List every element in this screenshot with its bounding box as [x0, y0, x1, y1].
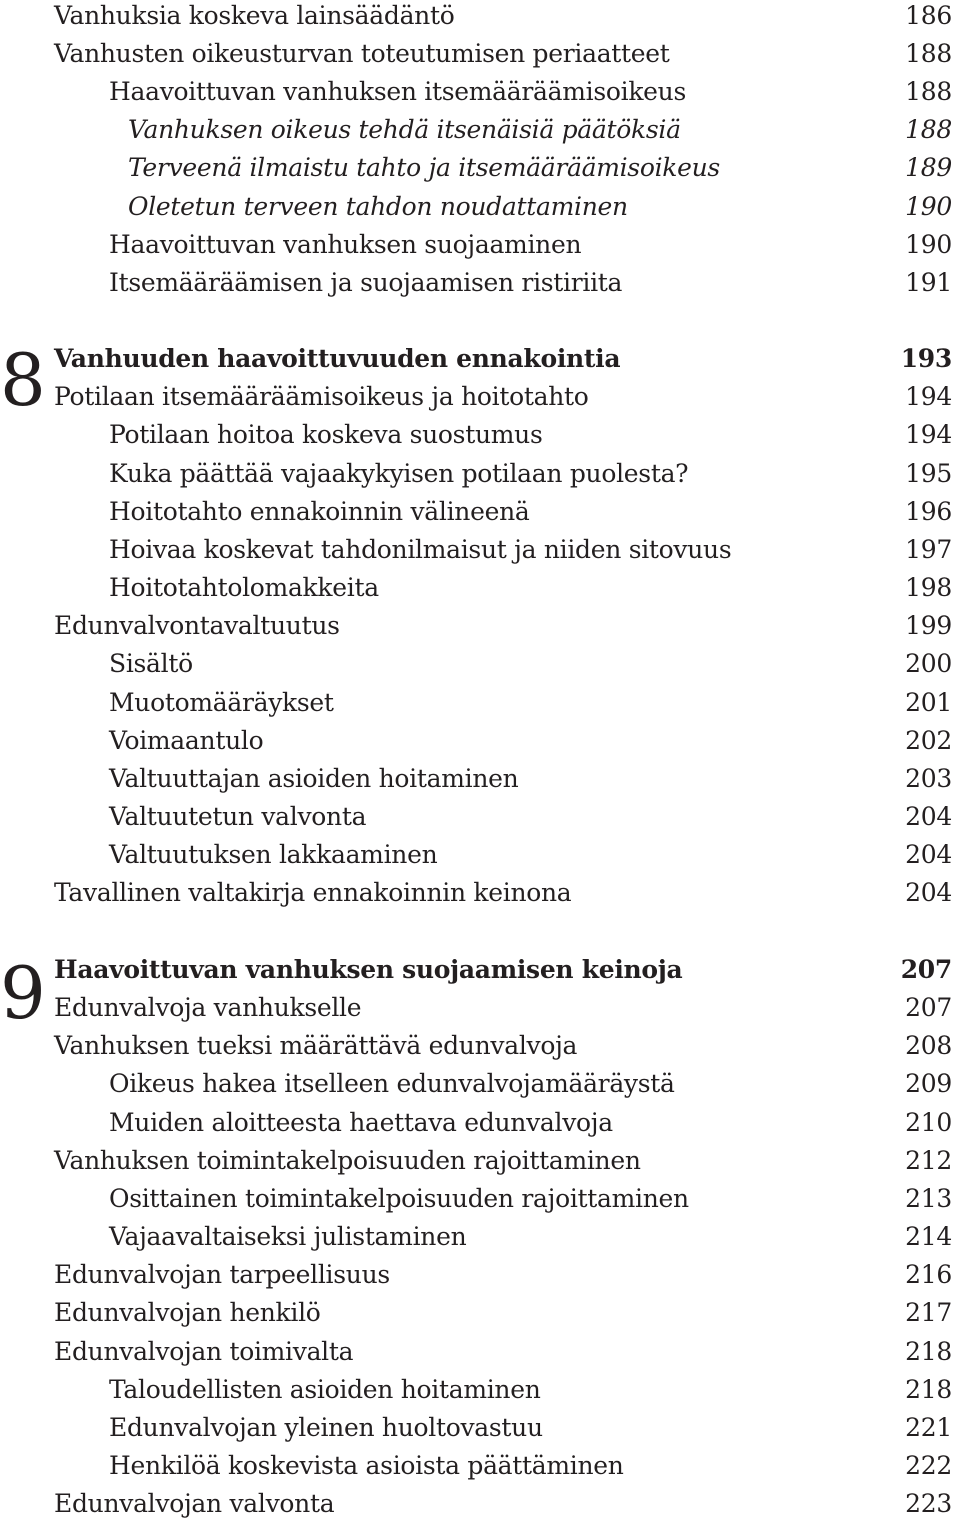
toc-entry[interactable] — [0, 493, 960, 531]
entry-page-number: 193 — [900, 344, 952, 373]
toc-entry[interactable] — [0, 1333, 960, 1371]
entry-title: Edunvalvoja vanhukselle — [54, 993, 362, 1022]
entry-title: Edunvalvojan henkilö — [54, 1298, 321, 1327]
chapter-heading[interactable] — [0, 951, 960, 989]
entry-title: Haavoittuvan vanhuksen suojaaminen — [109, 230, 582, 259]
entry-title: Hoitotahto ennakoinnin välineenä — [109, 497, 530, 526]
entry-page-number: 217 — [905, 1298, 952, 1327]
toc-entry[interactable] — [0, 1485, 960, 1523]
toc-entry[interactable] — [0, 874, 960, 912]
entry-title: Vanhuksen toimintakelpoisuuden rajoittaminen — [54, 1146, 641, 1175]
toc-entry[interactable] — [0, 1027, 960, 1065]
entry-title: Sisältö — [109, 649, 193, 678]
entry-title: Potilaan hoitoa koskeva suostumus — [109, 420, 543, 449]
entry-page-number: 216 — [905, 1260, 952, 1289]
entry-title: Taloudellisten asioiden hoitaminen — [109, 1375, 541, 1404]
entry-page-number: 190 — [905, 192, 952, 221]
entry-page-number: 223 — [905, 1489, 952, 1518]
entry-title: Potilaan itsemääräämisoikeus ja hoitotahto — [54, 382, 589, 411]
toc-entry[interactable] — [0, 73, 960, 111]
entry-title: Edunvalvojan toimivalta — [54, 1337, 354, 1366]
toc-entry[interactable] — [0, 645, 960, 683]
entry-page-number: 222 — [905, 1451, 952, 1480]
entry-page-number: 188 — [905, 39, 952, 68]
entry-page-number: 203 — [905, 764, 952, 793]
entry-title: Vajaavaltaiseksi julistaminen — [109, 1222, 467, 1251]
toc-entry[interactable] — [0, 1447, 960, 1485]
entry-page-number: 207 — [905, 993, 952, 1022]
entry-title: Edunvalvontavaltuutus — [54, 611, 340, 640]
entry-page-number: 212 — [905, 1146, 952, 1175]
toc-entry[interactable] — [0, 226, 960, 264]
entry-title: Muotomääräykset — [109, 688, 334, 717]
entry-page-number: 218 — [905, 1337, 952, 1366]
entry-page-number: 204 — [905, 802, 952, 831]
entry-title: Voimaantulo — [109, 726, 264, 755]
entry-title: Hoitotahtolomakkeita — [109, 573, 379, 602]
chapter-title: Haavoittuvan vanhuksen suojaamisen keinoja — [54, 955, 683, 984]
chapter-number: 9 — [0, 951, 46, 1035]
toc-entry[interactable] — [0, 531, 960, 569]
entry-title: Kuka päättää vajaakykyisen potilaan puolesta? — [109, 459, 689, 488]
entry-title: Vanhuksia koskeva lainsäädäntö — [54, 1, 455, 30]
toc-entry[interactable] — [0, 378, 960, 416]
entry-title: Oikeus hakea itselleen edunvalvojamääräystä — [109, 1069, 675, 1098]
entry-title: Itsemääräämisen ja suojaamisen ristiriita — [109, 268, 623, 297]
chapter-heading[interactable] — [0, 340, 960, 378]
entry-page-number: 213 — [905, 1184, 952, 1213]
entry-title: Muiden aloitteesta haettava edunvalvoja — [109, 1108, 613, 1137]
toc-entry[interactable] — [0, 1142, 960, 1180]
entry-page-number: 204 — [905, 878, 952, 907]
entry-page-number: 218 — [905, 1375, 952, 1404]
entry-page-number: 188 — [905, 77, 952, 106]
entry-title: Vanhuksen tueksi määrättävä edunvalvoja — [54, 1031, 578, 1060]
toc-entry[interactable] — [0, 798, 960, 836]
entry-title: Valtuutuksen lakkaaminen — [109, 840, 438, 869]
toc-entry[interactable] — [0, 836, 960, 874]
entry-title: Haavoittuvan vanhuksen itsemääräämisoikeus — [109, 77, 687, 106]
chapter-title: Vanhuuden haavoittuvuuden ennakointia — [54, 344, 621, 373]
toc-entry[interactable] — [0, 607, 960, 645]
entry-page-number: 202 — [905, 726, 952, 755]
entry-page-number: 201 — [905, 688, 952, 717]
toc-entry[interactable] — [0, 722, 960, 760]
entry-title: Vanhuksen oikeus tehdä itsenäisiä päätöksiä — [128, 115, 681, 144]
toc-entry[interactable] — [0, 0, 960, 35]
toc-entry[interactable] — [0, 455, 960, 493]
toc-entry[interactable] — [0, 1218, 960, 1256]
entry-page-number: 200 — [905, 649, 952, 678]
entry-page-number: 189 — [905, 153, 952, 182]
entry-title: Valtuuttajan asioiden hoitaminen — [109, 764, 519, 793]
toc-entry[interactable] — [0, 1256, 960, 1294]
toc-entry[interactable] — [0, 1294, 960, 1332]
entry-page-number: 207 — [900, 955, 952, 984]
entry-title: Edunvalvojan valvonta — [54, 1489, 335, 1518]
entry-title: Edunvalvojan yleinen huoltovastuu — [109, 1413, 543, 1442]
chapter-number: 8 — [0, 338, 46, 422]
entry-title: Henkilöä koskevista asioista päättäminen — [109, 1451, 624, 1480]
entry-page-number: 196 — [905, 497, 952, 526]
entry-page-number: 197 — [905, 535, 952, 564]
entry-title: Hoivaa koskevat tahdonilmaisut ja niiden sitovuus — [109, 535, 732, 564]
entry-page-number: 190 — [905, 230, 952, 259]
entry-page-number: 186 — [905, 1, 952, 30]
entry-page-number: 209 — [905, 1069, 952, 1098]
toc-entry[interactable] — [0, 569, 960, 607]
toc-entry[interactable] — [0, 416, 960, 454]
entry-page-number: 204 — [905, 840, 952, 869]
toc-entry[interactable] — [0, 111, 960, 149]
entry-page-number: 194 — [905, 420, 952, 449]
entry-page-number: 194 — [905, 382, 952, 411]
entry-title: Tavallinen valtakirja ennakoinnin keinona — [54, 878, 572, 907]
toc-entry[interactable] — [0, 1065, 960, 1103]
toc-entry[interactable] — [0, 35, 960, 73]
toc-entry[interactable] — [0, 760, 960, 798]
toc-entry[interactable] — [0, 989, 960, 1027]
entry-title: Osittainen toimintakelpoisuuden rajoittaminen — [109, 1184, 689, 1213]
entry-page-number: 188 — [905, 115, 952, 144]
entry-page-number: 191 — [905, 268, 952, 297]
toc-entry[interactable] — [0, 1104, 960, 1142]
entry-title: Vanhusten oikeusturvan toteutumisen periaatteet — [54, 39, 670, 68]
toc-entry[interactable] — [0, 149, 960, 187]
entry-page-number: 199 — [905, 611, 952, 640]
toc-entry[interactable] — [0, 264, 960, 302]
toc-entry[interactable] — [0, 1409, 960, 1447]
entry-title: Valtuutetun valvonta — [109, 802, 367, 831]
entry-title: Oletetun terveen tahdon noudattaminen — [128, 192, 628, 221]
entry-page-number: 214 — [905, 1222, 952, 1251]
entry-page-number: 198 — [905, 573, 952, 602]
toc-entry[interactable] — [0, 1371, 960, 1409]
entry-page-number: 195 — [905, 459, 952, 488]
entry-title: Terveenä ilmaistu tahto ja itsemääräämisoikeus — [128, 153, 720, 182]
toc-entry[interactable] — [0, 1180, 960, 1218]
toc-entry[interactable] — [0, 188, 960, 226]
toc-entry[interactable] — [0, 684, 960, 722]
entry-page-number: 210 — [905, 1108, 952, 1137]
entry-page-number: 208 — [905, 1031, 952, 1060]
entry-title: Edunvalvojan tarpeellisuus — [54, 1260, 390, 1289]
entry-page-number: 221 — [905, 1413, 952, 1442]
